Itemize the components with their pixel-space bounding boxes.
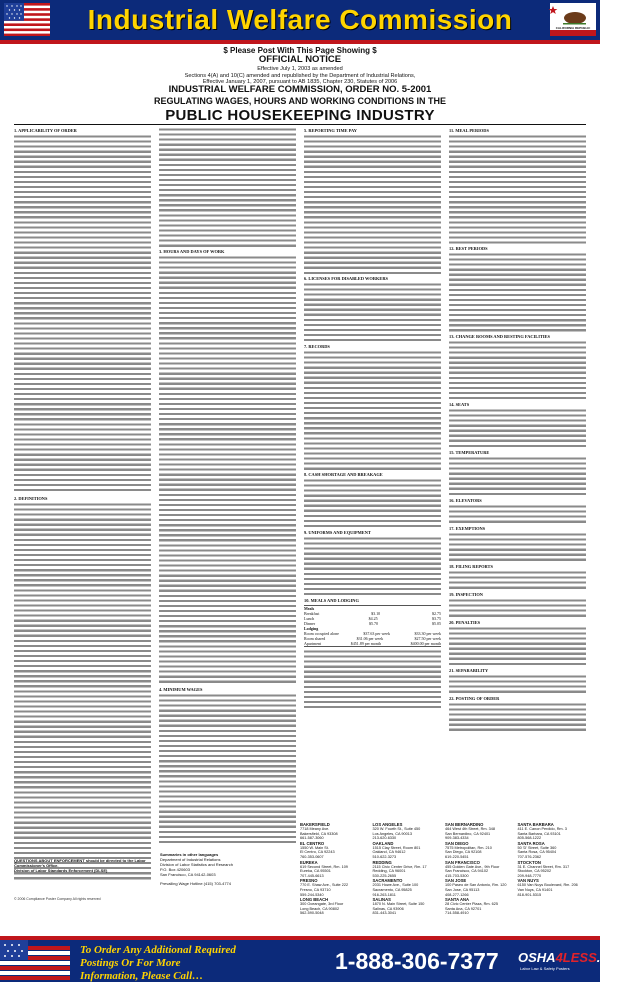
division-name: Division of Labor Standards Enforcement (DLSE) bbox=[14, 868, 108, 873]
office-detail: 619 Second Street, Rm. 109 bbox=[300, 864, 348, 869]
office-detail: San Bernardino, CA 92401 bbox=[445, 831, 491, 836]
body-text bbox=[449, 252, 586, 332]
office-detail: 50 'D' Street, Suite 360 bbox=[517, 845, 557, 850]
section-heading: 12. REST PERIODS bbox=[449, 246, 488, 251]
body-text bbox=[159, 255, 296, 685]
office-detail: 415-703-5300 bbox=[445, 873, 469, 878]
section-heading: 5. REPORTING TIME PAY bbox=[304, 128, 357, 133]
order-number: INDUSTRIAL WELFARE COMMISSION, ORDER NO. 5-2001 bbox=[168, 84, 432, 96]
body-text bbox=[304, 350, 441, 470]
office-name: SAN JOSE bbox=[445, 878, 467, 884]
poster-title: Industrial Welfare Commission bbox=[87, 4, 513, 35]
office-detail: 510-622-3273 bbox=[372, 854, 397, 859]
heading-divider bbox=[14, 124, 586, 125]
section-heading: 10. MEALS AND LODGING bbox=[304, 598, 359, 603]
body-text bbox=[304, 282, 441, 342]
notice-heading bbox=[0, 46, 600, 124]
office-detail: 661-587-3060 bbox=[300, 836, 324, 841]
body-text bbox=[449, 674, 586, 694]
section-heading: 15. TEMPERATURE bbox=[449, 450, 490, 455]
office-detail: 707-445-6613 bbox=[300, 873, 324, 878]
office-detail: 2031 Howe Ave., Suite 100 bbox=[372, 883, 419, 888]
body-text bbox=[449, 456, 586, 496]
table-cell: $3.10 bbox=[371, 611, 381, 616]
office-name: LOS ANGELES bbox=[372, 822, 403, 827]
office-detail: Stockton, CA 95202 bbox=[517, 869, 552, 874]
section-heading: 18. FILING REPORTS bbox=[449, 564, 493, 569]
industry-title: PUBLIC HOUSEKEEPING INDUSTRY bbox=[165, 106, 435, 124]
body-text bbox=[449, 570, 586, 590]
office-detail: El Centro, CA 92243 bbox=[300, 850, 335, 855]
section-heading: 11. MEAL PERIODS bbox=[449, 128, 489, 133]
table-cell: $33.30 per week bbox=[414, 631, 441, 636]
office-name: REDDING bbox=[372, 859, 392, 865]
body-text bbox=[449, 408, 586, 448]
office-detail: 31 E. Channel Street, Rm. 317 bbox=[517, 864, 570, 869]
office-name: STOCKTON bbox=[517, 859, 541, 865]
office-column bbox=[518, 822, 587, 898]
meals-heading: Meals bbox=[304, 606, 315, 611]
table-cell: $2.75 bbox=[431, 611, 441, 616]
body-text bbox=[449, 598, 586, 618]
office-name: SALINAS bbox=[372, 897, 391, 903]
table-row bbox=[304, 641, 441, 646]
office-name: EL CENTRO bbox=[300, 840, 325, 846]
body-text bbox=[304, 536, 441, 596]
poster-header bbox=[0, 0, 600, 40]
office-detail: Van Nuys, CA 91401 bbox=[517, 887, 553, 892]
body-text bbox=[304, 478, 441, 528]
osha4less-logo[interactable] bbox=[518, 950, 627, 965]
office-detail: Sacramento, CA 95825 bbox=[372, 887, 412, 892]
office-detail: 7575 Metropolitan, Rm. 210 bbox=[445, 845, 492, 850]
order-line-2: Postings Or For More bbox=[80, 957, 181, 969]
section-heading: 8. CASH SHORTAGE AND BREAKAGE bbox=[304, 472, 383, 477]
section-heading: 4. MINIMUM WAGES bbox=[159, 687, 203, 692]
body-text bbox=[14, 502, 151, 882]
office-detail: Los Angeles, CA 90013 bbox=[372, 831, 412, 836]
office-detail: 562-590-5048 bbox=[300, 911, 324, 916]
office-name: FRESNO bbox=[300, 878, 318, 884]
office-detail: 6150 Van Nuys Boulevard, Rm. 206 bbox=[517, 883, 578, 888]
lodging-rows bbox=[304, 631, 441, 646]
office-detail: Santa Rosa, CA 95404 bbox=[517, 850, 557, 855]
office-detail: Santa Ana, CA 92701 bbox=[445, 906, 482, 911]
office-detail: 1550 W. Main St. bbox=[300, 845, 329, 850]
table-cell: $27.50 per week bbox=[414, 636, 441, 641]
office-detail: 909-383-4334 bbox=[445, 836, 469, 841]
office-detail: 805-568-1222 bbox=[517, 836, 542, 841]
office-detail: 455 Golden Gate Ave., 9th Floor bbox=[445, 864, 500, 869]
body-text bbox=[14, 134, 151, 494]
section-heading: 6. LICENSES FOR DISABLED WORKERS bbox=[304, 276, 388, 281]
section-heading: 19. INSPECTION bbox=[449, 592, 483, 597]
office-detail: San Jose, CA 95113 bbox=[445, 887, 480, 892]
regulating-line: REGULATING WAGES, HOURS AND WORKING CONDITIONS IN THE bbox=[154, 96, 446, 107]
body-text bbox=[304, 134, 441, 274]
waving-flag-icon bbox=[0, 940, 70, 982]
office-detail: Salinas, CA 93906 bbox=[372, 906, 404, 911]
office-name: SAN DIEGO bbox=[445, 840, 469, 846]
office-detail: 28 Civic Center Plaza, Rm. 625 bbox=[445, 902, 498, 907]
column-4 bbox=[449, 127, 586, 897]
summaries-heading: Summaries in other languages bbox=[160, 852, 219, 857]
office-detail: 213-620-6330 bbox=[372, 836, 397, 841]
prevailing-wage-line: Prevailing Wage Hotline (415) 703-4774 bbox=[160, 881, 232, 886]
office-detail: Oakland, CA 94612 bbox=[372, 850, 406, 855]
order-line-1: To Order Any Additional Required bbox=[80, 944, 236, 956]
section-heading: 1. APPLICABILITY OF ORDER bbox=[14, 128, 77, 133]
table-cell: $451.89 per month bbox=[350, 641, 382, 646]
body-text bbox=[159, 693, 296, 843]
california-flag-caption: CALIFORNIA REPUBLIC bbox=[555, 26, 591, 30]
table-cell: Apartment bbox=[304, 641, 322, 646]
logo-tagline: Labor Law & Safety Posters bbox=[520, 966, 570, 971]
office-detail: 320 W. Fourth St., Suite 450 bbox=[372, 827, 421, 831]
office-detail: 770 E. Shaw Ave., Suite 222 bbox=[300, 883, 349, 888]
office-name: SAN BERNARDINO bbox=[445, 822, 484, 827]
section-heading: 17. EXEMPTIONS bbox=[449, 526, 486, 531]
office-detail: 100 Paseo de San Antonio, Rm. 120 bbox=[445, 883, 507, 888]
office-detail: 411 E. Canon Perdido, Rm. 3 bbox=[517, 827, 567, 831]
body-text bbox=[449, 626, 586, 666]
section-heading: 13. CHANGE ROOMS AND RESTING FACILITIES bbox=[449, 334, 550, 339]
table-cell: $3.75 bbox=[432, 616, 441, 621]
section-heading: 20. PENALTIES bbox=[449, 620, 481, 625]
section-heading: 21. SEPARABILITY bbox=[449, 668, 489, 673]
order-line-3: Information, Please Call… bbox=[80, 970, 204, 982]
office-detail: 1870 N. Main Street, Suite 150 bbox=[372, 902, 425, 907]
office-detail: San Francisco, CA 94102 bbox=[445, 869, 489, 874]
dlse-offices bbox=[300, 822, 586, 916]
table-cell: Room occupied alone bbox=[304, 631, 339, 636]
order-phone-number[interactable]: 1-888-306-7377 bbox=[335, 948, 499, 974]
table-cell: $5.05 bbox=[431, 621, 441, 626]
column-1 bbox=[14, 127, 151, 897]
copyright-line: © 2006 Compliance Poster Company All rights reserved bbox=[14, 897, 101, 901]
table-cell: $400.00 per month bbox=[410, 641, 441, 646]
office-name: SACRAMENTO bbox=[372, 878, 403, 884]
meals-lodging-table bbox=[304, 605, 441, 647]
office-detail: 408-277-1266 bbox=[445, 892, 469, 897]
office-column bbox=[372, 822, 442, 916]
office-detail: San Diego, CA 92108 bbox=[445, 850, 482, 855]
office-detail: 714-558-4910 bbox=[445, 911, 469, 916]
office-detail: 707-576-2362 bbox=[517, 854, 542, 859]
official-notice-label: OFFICIAL NOTICE bbox=[258, 54, 342, 66]
office-column bbox=[300, 822, 369, 916]
body-text bbox=[449, 134, 586, 244]
section-heading: 14. SEATS bbox=[449, 402, 470, 407]
return-address: Department of Industrial Relations Division of Labor Statistics and Research P.O. Box 420603 San Francisco, CA 94142-0603 bbox=[160, 857, 233, 877]
body-text bbox=[159, 127, 296, 247]
california-flag-icon bbox=[550, 3, 596, 36]
office-detail: Eureka, CA 95501 bbox=[300, 869, 331, 874]
section-heading: 22. POSTING OF ORDER bbox=[449, 696, 500, 701]
office-detail: 1515 Clay Street, Room 801 bbox=[372, 845, 421, 850]
effective-statute: Effective January 1, 2007, pursuant to AB 1835, Chapter 230, Statutes of 2006 bbox=[202, 78, 398, 85]
column-2 bbox=[159, 127, 296, 897]
body-text bbox=[449, 504, 586, 524]
office-detail: 818-901-5315 bbox=[517, 892, 542, 897]
body-text bbox=[449, 340, 586, 400]
office-detail: Fresno, CA 93710 bbox=[300, 887, 331, 892]
header-divider bbox=[0, 40, 600, 44]
section-heading: 2. DEFINITIONS bbox=[14, 496, 48, 501]
lodging-heading: Lodging bbox=[304, 626, 319, 631]
us-flag-icon bbox=[4, 3, 50, 36]
office-detail: 530-225-2655 bbox=[372, 873, 397, 878]
office-name: SANTA ROSA bbox=[517, 840, 545, 846]
order-prompt bbox=[80, 944, 236, 983]
office-column bbox=[445, 822, 514, 916]
logo-part-c: .com bbox=[596, 950, 627, 965]
body-text bbox=[304, 649, 441, 709]
office-detail: 2115 Civic Center Drive, Rm. 17 bbox=[372, 864, 427, 869]
enforcement-heading: QUESTIONS ABOUT ENFORCEMENT should be directed to the Labor Commissioner's Office. bbox=[14, 858, 146, 868]
office-name: BAKERSFIELD bbox=[300, 822, 330, 827]
table-cell: Room shared bbox=[304, 636, 326, 641]
office-detail: 7718 Meany Ave. bbox=[300, 827, 330, 831]
body-text bbox=[449, 702, 586, 732]
office-detail: 300 Oceangate, 3rd Floor bbox=[300, 902, 344, 907]
office-detail: Bakersfield, CA 93308 bbox=[300, 831, 338, 836]
office-detail: 916-263-1811 bbox=[372, 892, 396, 897]
section-heading: 16. ELEVATORS bbox=[449, 498, 482, 503]
office-name: SANTA ANA bbox=[445, 897, 470, 903]
section-heading: 9. UNIFORMS AND EQUIPMENT bbox=[304, 530, 371, 535]
office-detail: Santa Barbara, CA 93101 bbox=[517, 831, 561, 836]
table-cell: Dinner bbox=[304, 621, 316, 626]
logo-part-a: OSHA bbox=[518, 950, 556, 965]
table-cell: $4.25 bbox=[368, 616, 378, 621]
office-name: OAKLAND bbox=[372, 840, 394, 846]
office-detail: 559-244-5340 bbox=[300, 892, 324, 897]
amended-sections: Sections 4(A) and 10(C) amended and republished by the Department of Industrial Relations, bbox=[184, 72, 416, 79]
table-cell: Lunch bbox=[304, 616, 315, 621]
effective-date: Effective July 1, 2003 as amended bbox=[257, 66, 343, 73]
office-detail: 831-443-3041 bbox=[372, 911, 397, 916]
order-body bbox=[14, 127, 586, 897]
office-detail: 464 West 4th Street, Rm. 348 bbox=[445, 827, 495, 831]
column-3 bbox=[304, 127, 441, 897]
section-heading: 3. HOURS AND DAYS OF WORK bbox=[159, 249, 225, 254]
post-instruction: $ Please Post With This Page Showing $ bbox=[223, 46, 377, 55]
office-name: LONG BEACH bbox=[300, 897, 329, 903]
office-detail: Redding, CA 96001 bbox=[372, 869, 406, 874]
office-name: SANTA BARBARA bbox=[517, 822, 554, 827]
table-cell: $31.06 per week bbox=[356, 636, 384, 641]
table-cell: $5.70 bbox=[369, 621, 379, 626]
office-detail: 760-353-0607 bbox=[300, 854, 324, 859]
contact-block bbox=[14, 858, 154, 873]
office-detail: 619-220-5451 bbox=[445, 854, 469, 859]
office-name: EUREKA bbox=[300, 859, 318, 865]
logo-part-b: 4LESS bbox=[555, 950, 597, 965]
body-text bbox=[449, 532, 586, 562]
office-name: SAN FRANCISCO bbox=[445, 859, 480, 865]
table-cell: Breakfast bbox=[304, 611, 320, 616]
office-detail: Long Beach, CA 90802 bbox=[300, 906, 340, 911]
return-address-block bbox=[160, 852, 300, 886]
meals-rows bbox=[304, 611, 441, 626]
office-name: VAN NUYS bbox=[517, 878, 539, 884]
office-detail: 209-948-7770 bbox=[517, 873, 542, 878]
table-cell: $37.63 per week bbox=[363, 631, 390, 636]
section-heading: 7. RECORDS bbox=[304, 344, 330, 349]
order-footer bbox=[0, 940, 627, 982]
